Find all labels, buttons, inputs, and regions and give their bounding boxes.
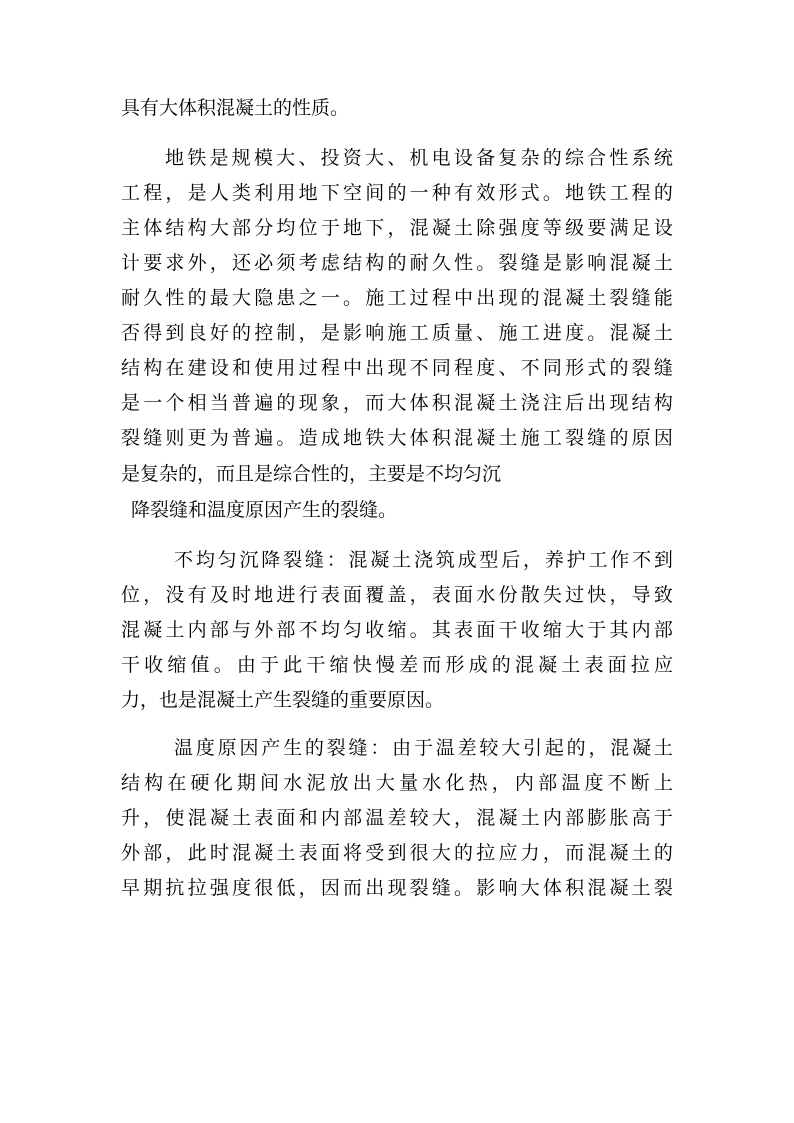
text-line: 结 构 在 硬 化 期 间 水 泥 放 出 大 量 水 化 热 ， 内 部 温 度 不 断 上 xyxy=(121,772,673,794)
text-line: 裂 缝 则 更 为 普 遍 。 造 成 地 铁 大 体 积 混 凝 土 施 工 裂 缝 的 原 因 xyxy=(121,427,673,449)
text-line: 混 凝 土 内 部 与 外 部 不 均 匀 收 缩 。 其 表 面 干 收 缩 大 于 其 内 部 xyxy=(121,619,673,641)
text-line: 耐 久 性 的 最 大 隐 患 之 一 。 施 工 过 程 中 出 现 的 混 凝 土 裂 缝 能 xyxy=(121,287,673,309)
text-line: 是复杂的，而且是综合性的，主要是不均匀沉 xyxy=(121,463,502,485)
text-line: 否 得 到 良 好 的 控 制 ， 是 影 响 施 工 质 量 、 施 工 进 度 。 混 凝 土 xyxy=(121,322,673,344)
text-line: 位 ， 没 有 及 时 地 进 行 表 面 覆 盖 ， 表 面 水 份 散 失 过 快 ， 导 致 xyxy=(121,584,673,606)
text-line: 是 一 个 相 当 普 遍 的 现 象 ， 而 大 体 积 混 凝 土 浇 注 后 出 现 结 构 xyxy=(121,392,673,414)
text-line: 计 要 求 外 ， 还 必 须 考 虑 结 构 的 耐 久 性 。 裂 缝 是 影 响 混 凝 土 xyxy=(121,252,673,274)
text-line: 外 部 ， 此 时 混 凝 土 表 面 将 受 到 很 大 的 拉 应 力 ， 而 混 凝 土 的 xyxy=(121,842,673,864)
text-line: 工 程 ， 是 人 类 利 用 地 下 空 间 的 一 种 有 效 形 式 。 地 铁 工 程 的 xyxy=(121,182,673,204)
text-line: 温 度 原 因 产 生 的 裂 缝 ： 由 于 温 差 较 大 引 起 的 ， 混 凝 土 xyxy=(174,737,673,759)
text-line: 早 期 抗 拉 强 度 很 低 ， 因 而 出 现 裂 缝 。 影 响 大 体 积 混 凝 土 裂 xyxy=(121,877,673,899)
text-line: 力，也是混凝土产生裂缝的重要原因。 xyxy=(121,689,445,711)
text-line: 降裂缝和温度原因产生的裂缝。 xyxy=(131,499,398,521)
text-line: 主 体 结 构 大 部 分 均 位 于 地 下 ， 混 凝 土 除 强 度 等 级 要 满 足 设 xyxy=(121,217,673,239)
text-line: 不 均 匀 沉 降 裂 缝 ： 混 凝 土 浇 筑 成 型 后 ， 养 护 工 作 不 到 xyxy=(174,549,673,571)
text-line: 结 构 在 建 设 和 使 用 过 程 中 出 现 不 同 程 度 、 不 同 形 式 的 裂 缝 xyxy=(121,357,673,379)
text-line: 具有大体积混凝土的性质。 xyxy=(121,97,350,119)
text-line: 地 铁 是 规 模 大 、 投 资 大 、 机 电 设 备 复 杂 的 综 合 性 系 统 xyxy=(165,147,673,169)
text-line: 升 ， 使 混 凝 土 表 面 和 内 部 温 差 较 大 ， 混 凝 土 内 部 膨 胀 高 于 xyxy=(121,807,673,829)
text-line: 干 收 缩 值 。 由 于 此 干 缩 快 慢 差 而 形 成 的 混 凝 土 表 面 拉 应 xyxy=(121,654,673,676)
